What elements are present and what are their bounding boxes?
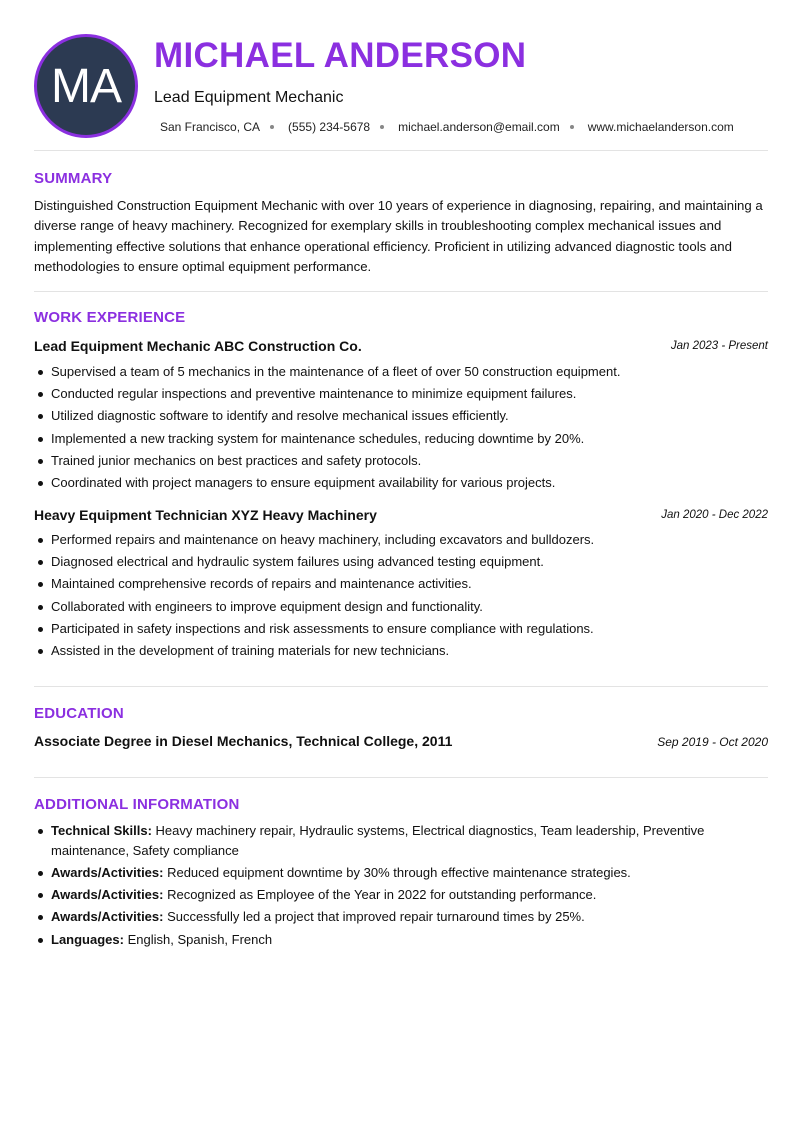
- additional-list: [34, 821, 768, 952]
- candidate-role: Lead Equipment Mechanic: [154, 89, 344, 106]
- separator-dot: [380, 125, 384, 129]
- summary-heading: SUMMARY: [34, 170, 113, 187]
- list-item: Maintained comprehensive records of repairs and maintenance activities.: [34, 573, 768, 595]
- summary-text: Distinguished Construction Equipment Mechanic with over 10 years of experience in diagnosing, repairing, and maintaining a diverse range of heavy machinery. Recognized for exemplary skills in troubleshooting complex mechanical issues and implementing effective solutions that enhance operational efficiency. Proficient in utilizing advanced diagnostic tools and methodologies to ensure optimal equipment performance.: [34, 198, 763, 275]
- candidate-name: MICHAEL ANDERSON: [154, 36, 527, 75]
- divider: [34, 291, 768, 292]
- divider: [34, 150, 768, 151]
- list-item: Utilized diagnostic software to identify and resolve mechanical issues efficiently.: [34, 405, 768, 427]
- list-item: [34, 930, 768, 950]
- education-heading: EDUCATION: [34, 705, 124, 722]
- item-text: Successfully led a project that improved repair turnaround times by 25%.: [163, 909, 585, 925]
- item-label: Awards/Activities:: [51, 864, 164, 880]
- list-item: Conducted regular inspections and preventive maintenance to minimize equipment failures.: [34, 383, 768, 405]
- education-degree: Associate Degree in Diesel Mechanics, Technical College, 2011: [34, 733, 453, 749]
- list-item: Participated in safety inspections and risk assessments to ensure compliance with regulations.: [34, 618, 768, 640]
- list-item: Performed repairs and maintenance on heavy machinery, including excavators and bulldozers.: [34, 529, 768, 551]
- list-item: Supervised a team of 5 mechanics in the maintenance of a fleet of over 50 construction equipment.: [34, 361, 768, 383]
- avatar-initials: MA: [51, 59, 121, 113]
- list-item: Collaborated with engineers to improve equipment design and functionality.: [34, 596, 768, 618]
- item-label: Technical Skills:: [51, 823, 152, 838]
- job-header: [34, 338, 768, 356]
- divider: [34, 686, 768, 687]
- contact-email[interactable]: michael.anderson@email.com: [398, 120, 560, 134]
- additional-heading: ADDITIONAL INFORMATION: [34, 796, 240, 813]
- item-label: Awards/Activities:: [51, 886, 164, 902]
- item-label: Awards/Activities:: [51, 909, 164, 925]
- job-bullets: [34, 361, 768, 494]
- list-item: [34, 885, 768, 905]
- avatar: [34, 34, 138, 138]
- list-item: Coordinated with project managers to ensure equipment availability for various projects.: [34, 472, 768, 494]
- job-header: [34, 507, 768, 525]
- job-title: Lead Equipment Mechanic ABC Construction Co.: [34, 338, 362, 354]
- resume-header: [34, 34, 768, 138]
- separator-dot: [270, 125, 274, 129]
- item-text: Recognized as Employee of the Year in 2022 for outstanding performance.: [163, 886, 597, 902]
- item-text: Reduced equipment downtime by 30% through effective maintenance strategies.: [163, 864, 631, 880]
- list-item: Diagnosed electrical and hydraulic system failures using advanced testing equipment.: [34, 551, 768, 573]
- contact-bar: [160, 120, 734, 134]
- divider: [34, 777, 768, 778]
- contact-phone: (555) 234-5678: [288, 120, 371, 134]
- item-text: English, Spanish, French: [123, 931, 273, 947]
- separator-dot: [570, 125, 574, 129]
- item-label: Languages:: [51, 931, 124, 947]
- job-bullets: [34, 529, 768, 662]
- list-item: Assisted in the development of training materials for new technicians.: [34, 640, 768, 662]
- list-item: [34, 863, 768, 883]
- item-text: Heavy machinery repair, Hydraulic systems, Electrical diagnostics, Team leadership, Preventive maintenance, Safety compliance: [51, 823, 705, 858]
- list-item: [34, 821, 768, 860]
- list-item: Trained junior mechanics on best practices and safety protocols.: [34, 450, 768, 472]
- list-item: [34, 907, 768, 927]
- education-entry: [34, 733, 768, 753]
- contact-website[interactable]: www.michaelanderson.com: [587, 120, 734, 134]
- job-dates: Jan 2023 - Present: [670, 340, 768, 352]
- experience-heading: WORK EXPERIENCE: [34, 309, 186, 326]
- contact-location: San Francisco, CA: [160, 120, 261, 134]
- education-dates: Sep 2019 - Oct 2020: [657, 735, 768, 749]
- job-dates: Jan 2020 - Dec 2022: [661, 509, 768, 521]
- list-item: Implemented a new tracking system for maintenance schedules, reducing downtime by 20%.: [34, 428, 768, 450]
- job-title: Heavy Equipment Technician XYZ Heavy Machinery: [34, 507, 377, 523]
